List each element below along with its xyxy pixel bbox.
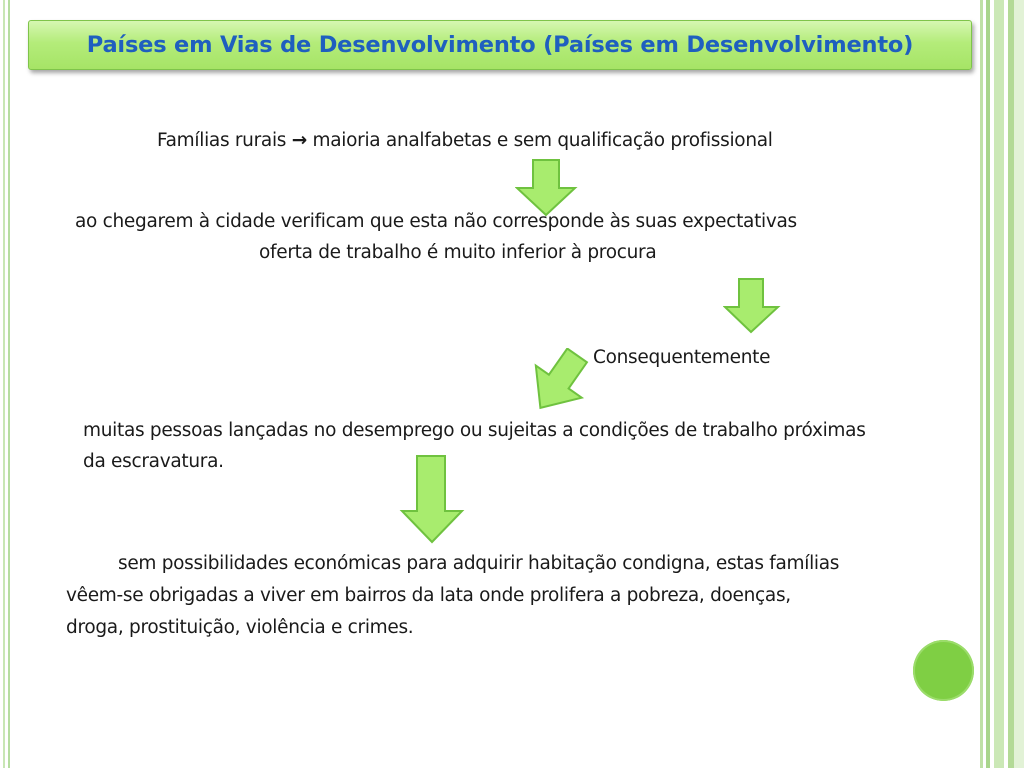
text-line-6b: vêem-se obrigadas a viver em bairros da lata onde prolifera a pobreza, doenças, [66,585,791,606]
slide-border-right [978,0,1024,768]
diagonal-arrow-icon [526,348,592,418]
title-banner [28,20,972,70]
text-line-6c: droga, prostituição, violência e crimes. [66,617,414,638]
text-line-5b: da escravatura. [83,451,224,472]
text-line-1 [157,125,773,157]
slide-title: Países em Vias de Desenvolvimento (Países em Desenvolvimento) [86,32,914,58]
circle-icon [913,640,974,701]
text-line-3: oferta de trabalho é muito inferior à procura [259,242,657,263]
down-arrow-icon [723,277,781,335]
text-line-5a: muitas pessoas lançadas no desemprego ou sujeitas a condições de trabalho próximas [83,420,866,441]
text-line-2: ao chegarem à cidade verificam que esta não corresponde às suas expectativas [75,211,797,232]
text-consequentemente: Consequentemente [593,347,771,368]
down-arrow-icon [398,454,466,546]
text-maioria: maioria analfabetas e sem qualificação profissional [312,130,773,151]
right-arrow-icon: → [291,130,307,151]
slide-border-left [0,0,12,768]
text-familias-rurais: Famílias rurais [157,130,287,151]
text-line-6a: sem possibilidades económicas para adquirir habitação condigna, estas famílias [118,553,840,574]
